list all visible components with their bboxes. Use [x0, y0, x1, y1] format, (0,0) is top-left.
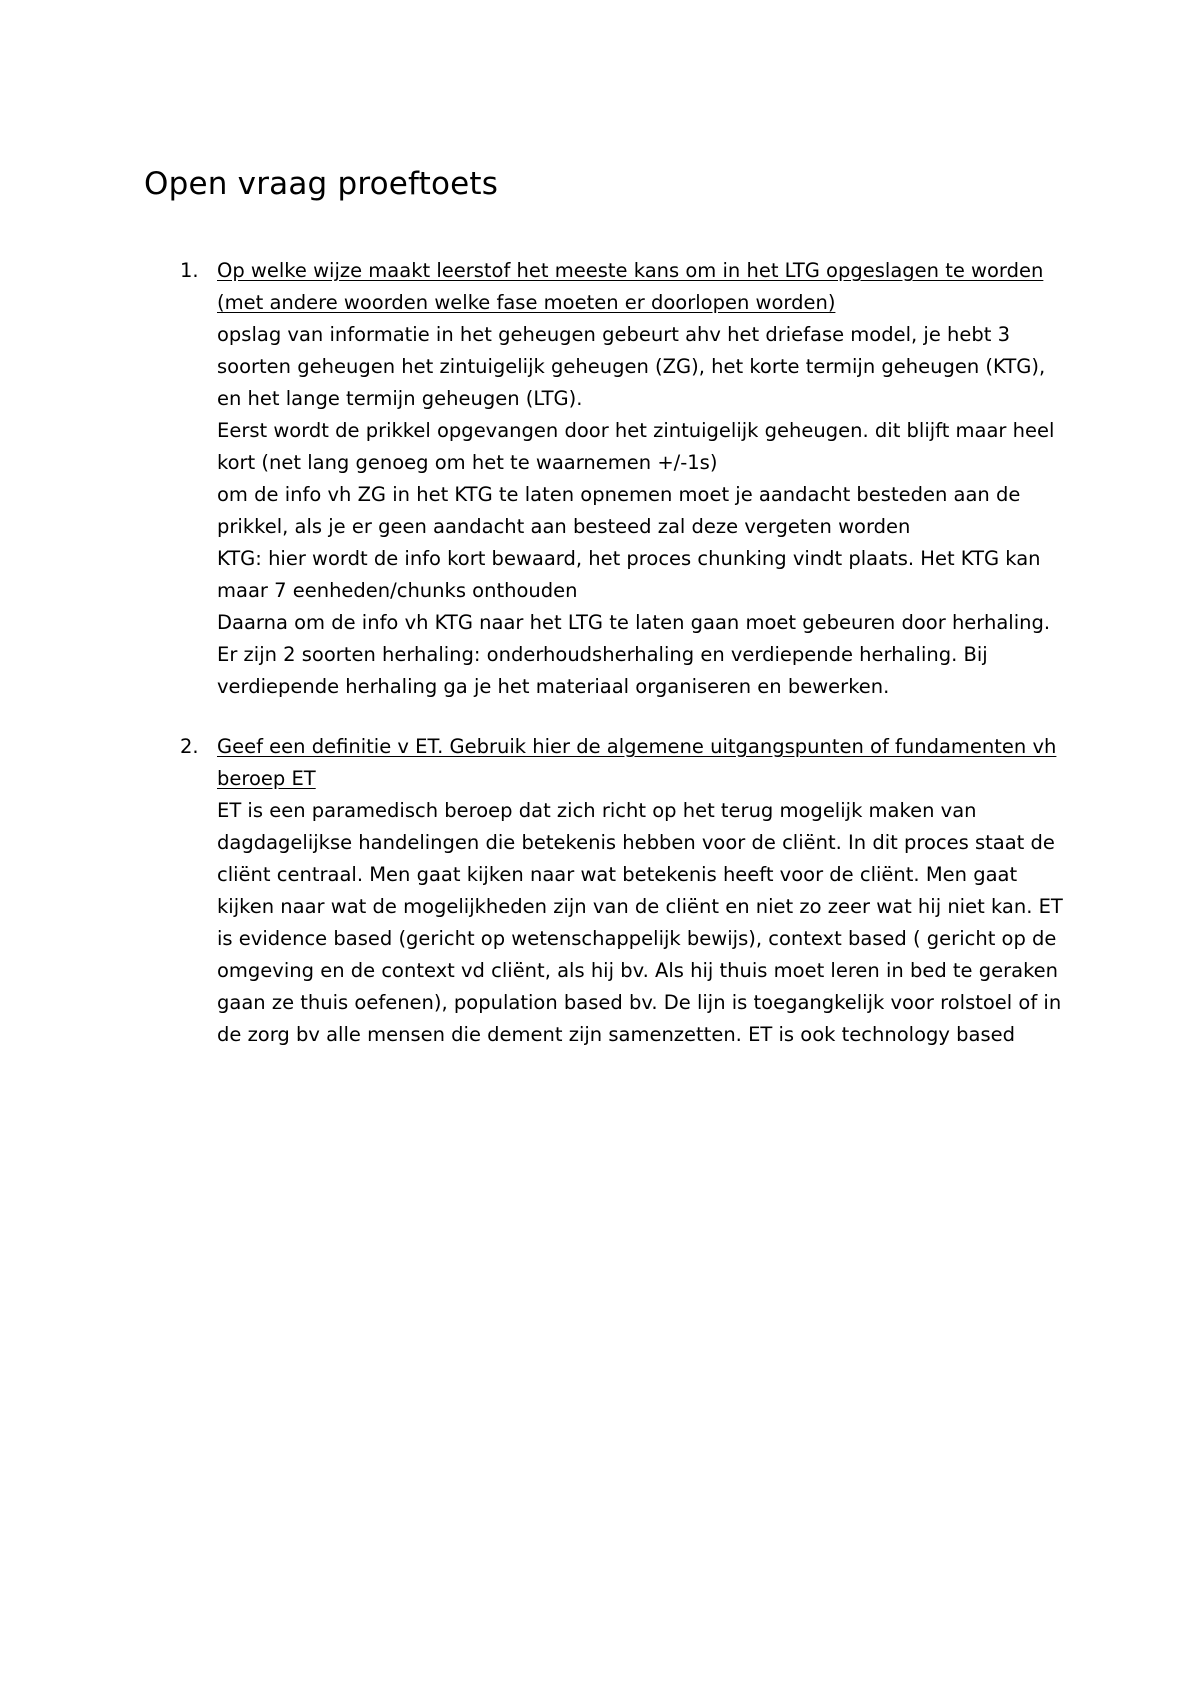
question-item-2 — [144, 731, 1074, 1051]
question-text: Geef een definitie v ET. Gebruik hier de algemene uitgangspunten of fundamenten vh beroep ET — [217, 735, 1057, 790]
answer-line: om de info vh ZG in het KTG te laten opnemen moet je aandacht besteden aan de prikkel, als je er geen aandacht aan besteed zal deze vergeten worden — [217, 483, 1021, 538]
answer-line: opslag van informatie in het geheugen gebeurt ahv het driefase model, je hebt 3 soorten geheugen het zintuigelijk geheugen (ZG), het korte termijn geheugen (KTG), en het lange termijn geheugen (LTG). — [217, 323, 1046, 410]
question-number: 1. — [180, 259, 199, 282]
answer-line: ET is een paramedisch beroep dat zich richt op het terug mogelijk maken van dagdagelijkse handelingen die betekenis hebben voor de cliënt. In dit proces staat de cliënt centraal. Men gaat kijken naar wat betekenis heeft voor de cliënt. Men gaat kijken naar wat de mogelijkheden zijn van de cliënt en niet zo zeer wat hij niet kan. ET is evidence based (gericht op wetenschappelijk bewijs), context based ( gericht op de omgeving en de context vd cliënt, als hij bv. Als hij thuis moet leren in bed te geraken gaan ze thuis oefenen), population based bv. De lijn is toegangkelijk voor rolstoel of in de zorg bv alle mensen die dement zijn samenzetten. ET is ook technology based — [217, 799, 1063, 1046]
answer-line: KTG: hier wordt de info kort bewaard, het proces chunking vindt plaats. Het KTG kan maar 7 eenheden/chunks onthouden — [217, 547, 1041, 602]
question-text: Op welke wijze maakt leerstof het meeste kans om in het LTG opgeslagen te worden (met andere woorden welke fase moeten er doorlopen worden) — [217, 259, 1044, 314]
answer-line: Daarna om de info vh KTG naar het LTG te laten gaan moet gebeuren door herhaling. Er zijn 2 soorten herhaling: onderhoudsherhaling en verdiepende herhaling. Bij verdiepende herhaling ga je het materiaal organiseren en bewerken. — [217, 611, 1051, 698]
answer-line: Eerst wordt de prikkel opgevangen door het zintuigelijk geheugen. dit blijft maar heel kort (net lang genoeg om het te waarnemen +/-1s) — [217, 419, 1055, 474]
question-item-1 — [144, 255, 1074, 703]
document-title: Open vraag proeftoets — [144, 166, 499, 202]
question-number: 2. — [180, 735, 199, 758]
question-list — [144, 255, 1074, 1051]
